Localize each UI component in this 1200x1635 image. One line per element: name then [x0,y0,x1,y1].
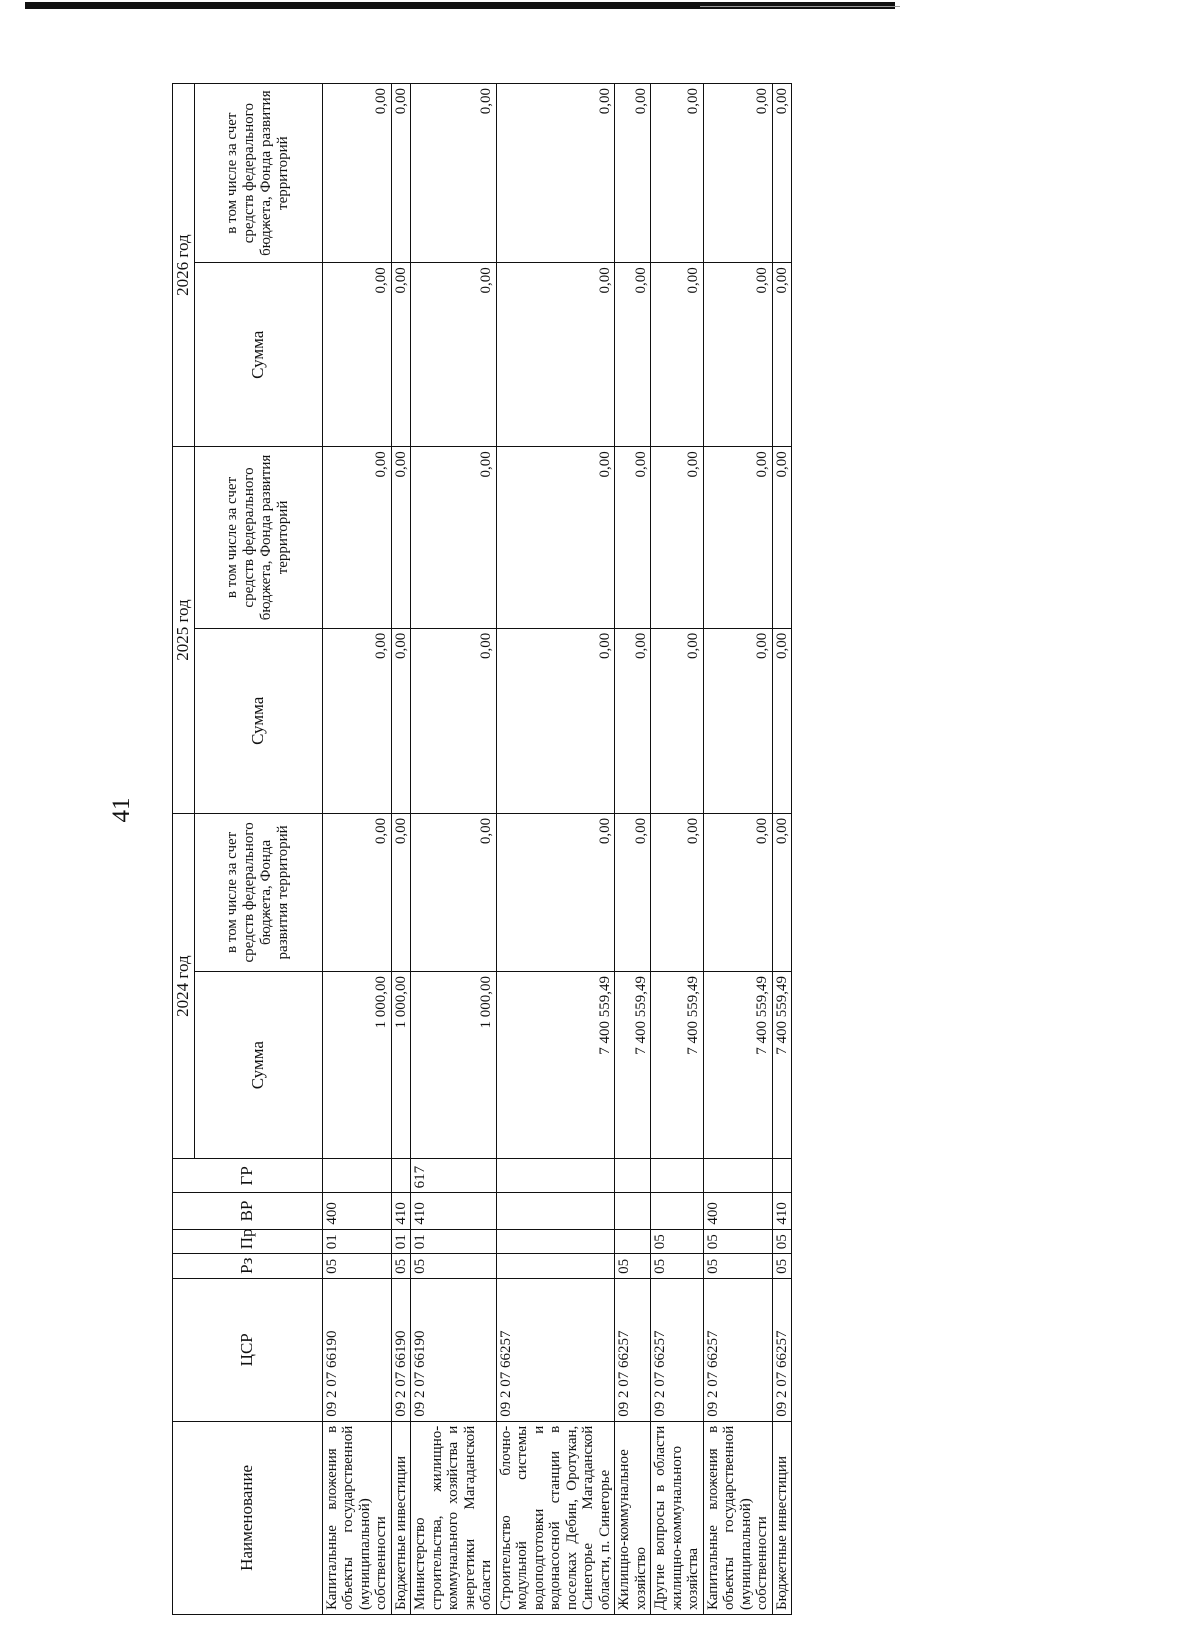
header-gr: ГР [173,1159,323,1193]
cell-sum-2026: 0,00 [651,263,704,447]
cell-csr: 09 2 07 66257 [703,1278,772,1421]
cell-sum-2026: 0,00 [772,263,792,447]
cell-pr [615,1229,651,1254]
cell-pr: 01 [391,1229,411,1254]
cell-pr: 01 [322,1229,391,1254]
header-csr: ЦСР [173,1278,323,1421]
header-sum-2024: Сумма [194,971,322,1158]
table-row [651,84,704,1615]
cell-gr: 617 [411,1159,497,1193]
cell-federal-2026: 0,00 [703,84,772,263]
cell-federal-2024: 0,00 [772,813,792,971]
cell-sum-2026: 0,00 [703,263,772,447]
cell-sum-2024: 7 400 559,49 [772,971,792,1158]
cell-gr [651,1159,704,1193]
cell-federal-2026: 0,00 [496,84,615,263]
table-row [411,84,497,1615]
cell-gr [391,1159,411,1193]
cell-vr: 410 [411,1193,497,1229]
header-rz: Рз [173,1254,323,1279]
cell-csr: 09 2 07 66190 [391,1278,411,1421]
cell-federal-2025: 0,00 [322,447,391,629]
table-row [322,84,391,1615]
cell-sum-2025: 0,00 [322,628,391,813]
cell-vr [651,1193,704,1229]
cell-gr [615,1159,651,1193]
cell-name: Капитальные вложения в объекты государственной (муниципальной) собственности [703,1421,772,1614]
cell-sum-2025: 0,00 [411,628,497,813]
cell-rz: 05 [391,1254,411,1279]
header-sum-2025: Сумма [194,628,322,813]
cell-federal-2024: 0,00 [703,813,772,971]
header-year-2026: 2026 год [173,84,195,447]
cell-federal-2024: 0,00 [651,813,704,971]
header-year-2024: 2024 год [173,813,195,1159]
cell-sum-2024: 7 400 559,49 [496,971,615,1158]
cell-sum-2025: 0,00 [651,628,704,813]
cell-sum-2024: 7 400 559,49 [703,971,772,1158]
header-row-years [173,84,195,1615]
cell-federal-2025: 0,00 [703,447,772,629]
table-row [391,84,411,1615]
cell-gr [703,1159,772,1193]
cell-gr [322,1159,391,1193]
cell-vr [615,1193,651,1229]
cell-csr: 09 2 07 66257 [772,1278,792,1421]
cell-federal-2025: 0,00 [772,447,792,629]
cell-rz: 05 [322,1254,391,1279]
cell-federal-2026: 0,00 [615,84,651,263]
cell-federal-2025: 0,00 [651,447,704,629]
cell-sum-2024: 1 000,00 [411,971,497,1158]
cell-csr: 09 2 07 66190 [322,1278,391,1421]
cell-sum-2025: 0,00 [703,628,772,813]
cell-csr: 09 2 07 66257 [651,1278,704,1421]
cell-vr: 410 [772,1193,792,1229]
cell-federal-2025: 0,00 [391,447,411,629]
cell-csr: 09 2 07 66190 [411,1278,497,1421]
cell-federal-2026: 0,00 [391,84,411,263]
cell-rz: 05 [651,1254,704,1279]
cell-sum-2025: 0,00 [615,628,651,813]
cell-rz: 05 [411,1254,497,1279]
budget-table [172,83,792,1615]
header-incl-2024: в том числе за счет средств федерального бюджета, Фонда развития территорий [194,813,322,971]
table-row [703,84,772,1615]
cell-federal-2024: 0,00 [496,813,615,971]
cell-pr [496,1229,615,1254]
cell-sum-2025: 0,00 [772,628,792,813]
header-incl-2025: в том числе за счет средств федерального бюджета, Фонда развития территорий [194,447,322,629]
cell-federal-2026: 0,00 [772,84,792,263]
cell-rz: 05 [703,1254,772,1279]
header-year-2025: 2025 год [173,447,195,814]
cell-sum-2026: 0,00 [411,263,497,447]
cell-sum-2026: 0,00 [391,263,411,447]
cell-vr: 410 [391,1193,411,1229]
cell-name: Министерство строительства, жилищно-коммунального хозяйства и энергетики Магаданской области [411,1421,497,1614]
cell-federal-2026: 0,00 [322,84,391,263]
table-row [615,84,651,1615]
header-pr: Пр [173,1229,323,1254]
table-row [772,84,792,1615]
cell-federal-2026: 0,00 [411,84,497,263]
cell-name: Другие вопросы в области жилищно-коммунального хозяйства [651,1421,704,1614]
cell-sum-2024: 7 400 559,49 [615,971,651,1158]
cell-sum-2026: 0,00 [615,263,651,447]
cell-name: Капитальные вложения в объекты государственной (муниципальной) собственности [322,1421,391,1614]
cell-federal-2025: 0,00 [411,447,497,629]
cell-sum-2025: 0,00 [496,628,615,813]
cell-vr: 400 [322,1193,391,1229]
header-incl-2026: в том числе за счет средств федерального бюджета, Фонда развития территорий [194,84,322,263]
table-row [496,84,615,1615]
cell-rz: 05 [615,1254,651,1279]
cell-sum-2025: 0,00 [391,628,411,813]
page-number: 41 [108,797,135,823]
cell-federal-2024: 0,00 [391,813,411,971]
cell-csr: 09 2 07 66257 [496,1278,615,1421]
cell-pr: 05 [772,1229,792,1254]
cell-federal-2024: 0,00 [411,813,497,971]
cell-sum-2026: 0,00 [322,263,391,447]
cell-federal-2026: 0,00 [651,84,704,263]
cell-name: Бюджетные инвестиции [391,1421,411,1614]
cell-federal-2025: 0,00 [615,447,651,629]
cell-sum-2026: 0,00 [496,263,615,447]
cell-vr: 400 [703,1193,772,1229]
cell-pr: 01 [411,1229,497,1254]
header-sum-2026: Сумма [194,263,322,447]
cell-name: Бюджетные инвестиции [772,1421,792,1614]
cell-pr: 05 [703,1229,772,1254]
table-body [322,84,792,1615]
cell-rz [496,1254,615,1279]
cell-csr: 09 2 07 66257 [615,1278,651,1421]
cell-name: Жилищно-коммунальное хозяйство [615,1421,651,1614]
cell-sum-2024: 1 000,00 [322,971,391,1158]
cell-vr [496,1193,615,1229]
header-vr: ВР [173,1193,323,1229]
cell-name: Строительство блочно-модульной системы водоподготовки и водонасосной станции в поселках Дебин, Оротукан, Синегорье Магаданской области, п. Синегорье [496,1421,615,1614]
cell-federal-2024: 0,00 [615,813,651,971]
cell-sum-2024: 7 400 559,49 [651,971,704,1158]
cell-sum-2024: 1 000,00 [391,971,411,1158]
cell-gr [496,1159,615,1193]
cell-federal-2024: 0,00 [322,813,391,971]
cell-gr [772,1159,792,1193]
cell-federal-2025: 0,00 [496,447,615,629]
header-name: Наименование [173,1421,323,1614]
cell-rz: 05 [772,1254,792,1279]
cell-pr: 05 [651,1229,704,1254]
